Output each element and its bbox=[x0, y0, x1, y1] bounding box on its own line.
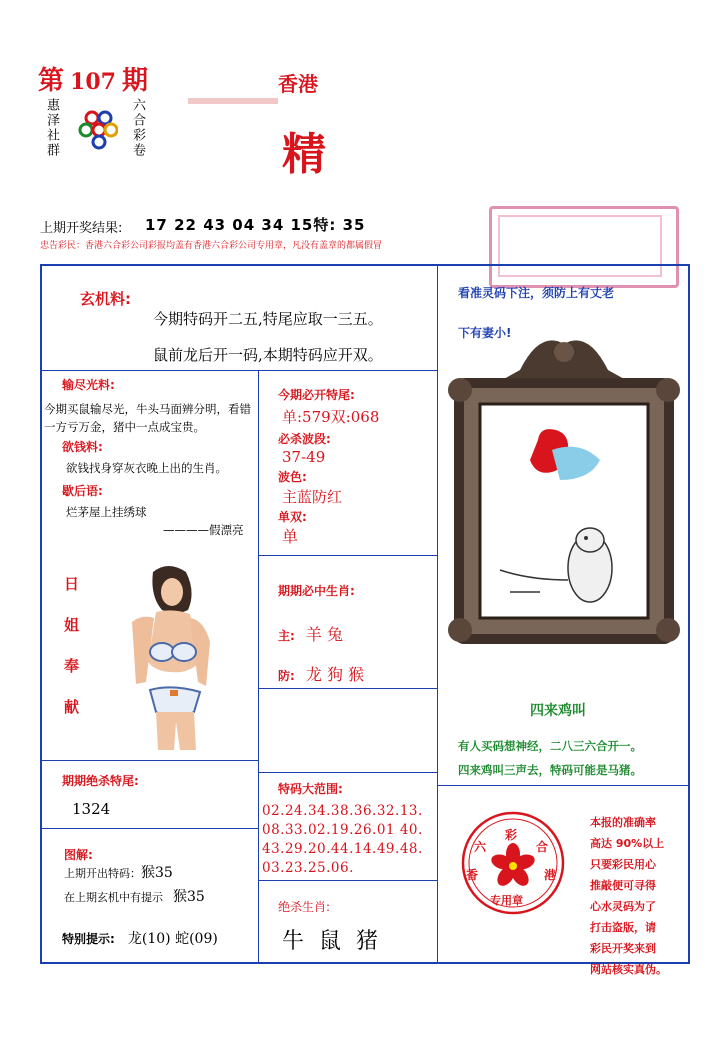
warning-text: 忠告彩民：香港六合彩公司彩报均盖有香港六合彩公司专用章，凡没有盖章的都属假冒 bbox=[40, 241, 383, 251]
right-caption-line1: 有人买码想神经，二八三六合开一。 bbox=[458, 739, 642, 753]
danshuang-title: 单双: bbox=[278, 510, 307, 524]
tujie-line2-value: 猴35 bbox=[173, 889, 205, 905]
big-char: 精 bbox=[282, 129, 326, 180]
issue-suffix: 期 bbox=[121, 66, 148, 96]
dafanwei-list bbox=[262, 802, 423, 878]
bose-title: 波色: bbox=[278, 470, 307, 484]
vertical-text-right: 六合彩卷 bbox=[130, 98, 145, 158]
accuracy-line-3: 只要彩民用心 bbox=[590, 858, 656, 871]
danshuang-value: 单 bbox=[282, 527, 299, 546]
divider-mid-col bbox=[258, 370, 259, 962]
issue-prefix: 第 bbox=[38, 66, 65, 96]
model-photo bbox=[118, 562, 218, 754]
seal-top-left: 六 bbox=[474, 840, 487, 854]
xuanji-line1: 今期特码开二五,特尾应取一三五。 bbox=[153, 310, 383, 328]
jueshashengxiao-title: 绝杀生肖: bbox=[278, 900, 331, 914]
jueshaweishu-title: 期期绝杀特尾: bbox=[62, 774, 139, 788]
dafanwei-row-2: 08.33.02.19.26.01 40. bbox=[262, 822, 423, 838]
tebie-value: 龙(10) 蛇(09) bbox=[127, 931, 218, 947]
main-zodiac-row bbox=[278, 622, 343, 645]
seal-top: 彩 bbox=[505, 828, 518, 842]
xuanji-line2: 鼠前龙后开一码,本期特码应开双。 bbox=[153, 346, 383, 364]
accuracy-line-7: 彩民开奖来到 bbox=[590, 942, 656, 955]
vertical-text-left: 惠泽社群 bbox=[44, 98, 59, 158]
qiancai-text: 欲钱找身穿灰衣晚上出的生肖。 bbox=[66, 461, 227, 475]
jueshaweishu-value: 1324 bbox=[72, 800, 111, 818]
zhongshengxiao-title: 期期必中生肖: bbox=[278, 584, 355, 598]
fang-zodiac-value: 龙 狗 猴 bbox=[305, 665, 365, 684]
seal-right: 港 bbox=[544, 868, 557, 882]
frame-top bbox=[40, 264, 690, 266]
dafanwei-row-3: 43.29.20.44.14.49.48. bbox=[262, 841, 423, 857]
region-title: 香港 bbox=[278, 72, 318, 96]
fang-zodiac-label: 防: bbox=[278, 669, 295, 683]
accuracy-line-2: 高达 90%以上 bbox=[590, 837, 665, 850]
ornate-frame-picture bbox=[440, 330, 688, 652]
right-top-line1: 看准灵码下注，须防上有丈老 bbox=[458, 286, 615, 300]
vertical-char-2: 姐 bbox=[64, 616, 80, 634]
qiancai-title: 欲钱料: bbox=[62, 440, 103, 454]
divider-h6 bbox=[40, 828, 258, 829]
divider-h1 bbox=[40, 370, 438, 371]
main-zodiac-value: 羊 兔 bbox=[305, 625, 343, 644]
divider-h5 bbox=[258, 772, 438, 773]
right-caption-line2: 四来鸡叫三声去，特码可能是马猪。 bbox=[458, 763, 642, 777]
divider-h4 bbox=[40, 760, 258, 761]
accuracy-line-6: 打击盗版，请 bbox=[590, 921, 656, 934]
frame-right bbox=[688, 264, 690, 964]
dafanwei-title: 特码大范围: bbox=[278, 782, 343, 796]
vertical-char-1: 日 bbox=[64, 575, 80, 593]
frame-left bbox=[40, 264, 42, 964]
dafanwei-row-1: 02.24.34.38.36.32.13. bbox=[262, 803, 423, 819]
tujie-title: 图解: bbox=[64, 848, 93, 862]
vertical-char-4: 献 bbox=[64, 698, 80, 716]
shujin-title: 输尽光料: bbox=[62, 378, 115, 392]
divider-h2 bbox=[258, 555, 438, 556]
faded-smudge bbox=[188, 98, 278, 104]
divider-h8 bbox=[437, 785, 689, 786]
jueshashengxiao-value: 牛 鼠 猪 bbox=[282, 929, 382, 954]
xiehouyu-text: 烂茅屋上挂绣球 bbox=[66, 505, 147, 519]
tebie-row bbox=[62, 928, 218, 948]
dafanwei-row-4: 03.23.25.06. bbox=[262, 860, 354, 876]
tujie-line2-label: 在上期玄机中有提示 bbox=[64, 891, 163, 904]
lottery-logo-icon bbox=[78, 108, 118, 150]
bose-value: 主蓝防红 bbox=[282, 488, 343, 506]
tujie-line2 bbox=[64, 886, 205, 906]
last-result-numbers: 17 22 43 04 34 15特: 35 bbox=[145, 216, 366, 234]
divider-right-col bbox=[437, 264, 438, 964]
divider-h3 bbox=[258, 688, 438, 689]
accuracy-line-4: 推敲便可寻得 bbox=[590, 879, 656, 892]
accuracy-line-5: 心水灵码为了 bbox=[590, 900, 656, 913]
seal-top-right: 合 bbox=[536, 840, 549, 854]
issue-title bbox=[38, 60, 148, 97]
tujie-line1-value: 猴35 bbox=[141, 865, 173, 881]
xiehouyu-title: 歇后语: bbox=[62, 484, 103, 498]
last-result-label: 上期开奖结果: bbox=[40, 221, 123, 236]
bosha-value: 37-49 bbox=[282, 448, 326, 466]
issue-number: 107 bbox=[70, 69, 116, 95]
seal-left: 香 bbox=[466, 868, 479, 882]
accuracy-line-8: 网站核实真伪。 bbox=[590, 963, 667, 976]
fang-zodiac-row bbox=[278, 662, 364, 685]
accuracy-block bbox=[590, 812, 667, 980]
vertical-red-text bbox=[64, 564, 79, 728]
divider-h7 bbox=[258, 880, 438, 881]
bisha-danshuang: 单:579双:068 bbox=[282, 408, 380, 426]
right-caption-title: 四来鸡叫 bbox=[530, 703, 586, 719]
stamp-inner bbox=[498, 215, 662, 277]
xuanji-title: 玄机料: bbox=[80, 290, 131, 308]
xiehouyu-signature: ————假漂亮 bbox=[163, 523, 244, 537]
accuracy-line-1: 本报的准确率 bbox=[590, 816, 656, 829]
shujin-text: 今期买鼠输尽光，牛头马面辨分明，看错一方亏万金，猪中一点成宝贵。 bbox=[44, 402, 251, 434]
stamp-box bbox=[489, 206, 679, 288]
bisha-title: 今期必开特尾: bbox=[278, 388, 355, 402]
tujie-line1 bbox=[64, 862, 173, 882]
main-zodiac-label: 主: bbox=[278, 629, 295, 643]
seal-bottom: 专用章 bbox=[490, 894, 523, 907]
vertical-char-3: 奉 bbox=[64, 657, 80, 675]
right-top-line2: 下有妻小! bbox=[458, 326, 512, 340]
bosha-title: 必杀波段: bbox=[278, 432, 331, 446]
tebie-label: 特别提示: bbox=[62, 932, 115, 946]
tujie-line1-label: 上期开出特码： bbox=[64, 867, 141, 880]
